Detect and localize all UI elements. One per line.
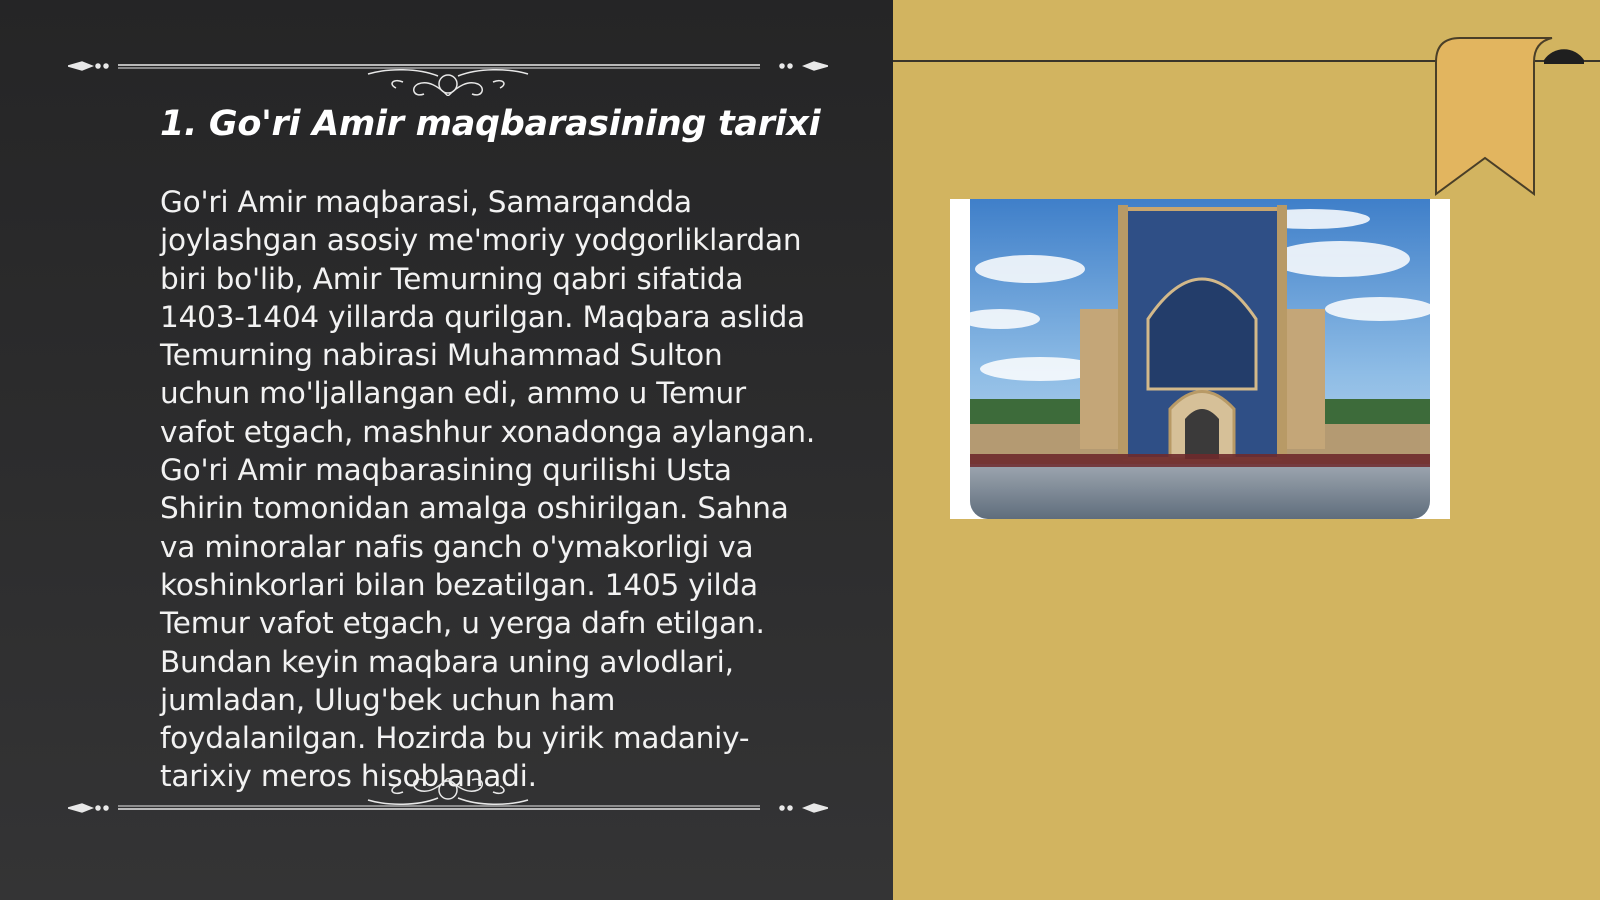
paragraph-line: joylashgan asosiy me'moriy yodgorliklardan [160, 223, 802, 258]
paragraph-line: Temurning nabirasi Muhammad Sulton [160, 338, 723, 373]
paragraph-line: vafot etgach, mashhur xonadonga aylangan. [160, 414, 816, 449]
top-ornament-divider-icon [68, 46, 828, 96]
bottom-ornament-divider-icon [68, 778, 828, 828]
paragraph-line: Shirin tomonidan amalga oshirilgan. Sahna [160, 491, 789, 526]
paragraph-line: Temur vafot etgach, u yerga dafn etilgan. [160, 606, 765, 641]
paragraph-line: foydalanilgan. Hozirda bu yirik madaniy- [160, 721, 750, 756]
paragraph-line: Bundan keyin maqbara uning avlodlari, [160, 644, 734, 679]
photo-frame [950, 199, 1450, 519]
paragraph-line: Go'ri Amir maqbarasi, Samarqandda [160, 185, 692, 219]
paragraph-line: biri bo'lib, Amir Temurning qabri sifatida [160, 261, 744, 296]
body-paragraph [160, 183, 850, 796]
paragraph-line: jumladan, Ulug'bek uchun ham [160, 682, 616, 717]
ribbon-bookmark-icon [1434, 36, 1584, 201]
paragraph-line: uchun mo'ljallangan edi, ammo u Temur [160, 376, 746, 411]
gur-emir-mausoleum-photo [970, 199, 1430, 519]
paragraph-line: koshinkorlari bilan bezatilgan. 1405 yilda [160, 567, 758, 602]
paragraph-line: tarixiy meros hisoblanadi. [160, 759, 537, 794]
paragraph-line: 1403-1404 yillarda qurilgan. Maqbara aslida [160, 299, 805, 334]
paragraph-line: va minoralar nafis ganch o'ymakorligi va [160, 529, 754, 564]
paragraph-line: Go'ri Amir maqbarasining qurilishi Usta [160, 453, 732, 488]
slide-title: 1. Go'ri Amir maqbarasining tarixi [160, 104, 821, 144]
mausoleum-photo-image [970, 199, 1430, 519]
